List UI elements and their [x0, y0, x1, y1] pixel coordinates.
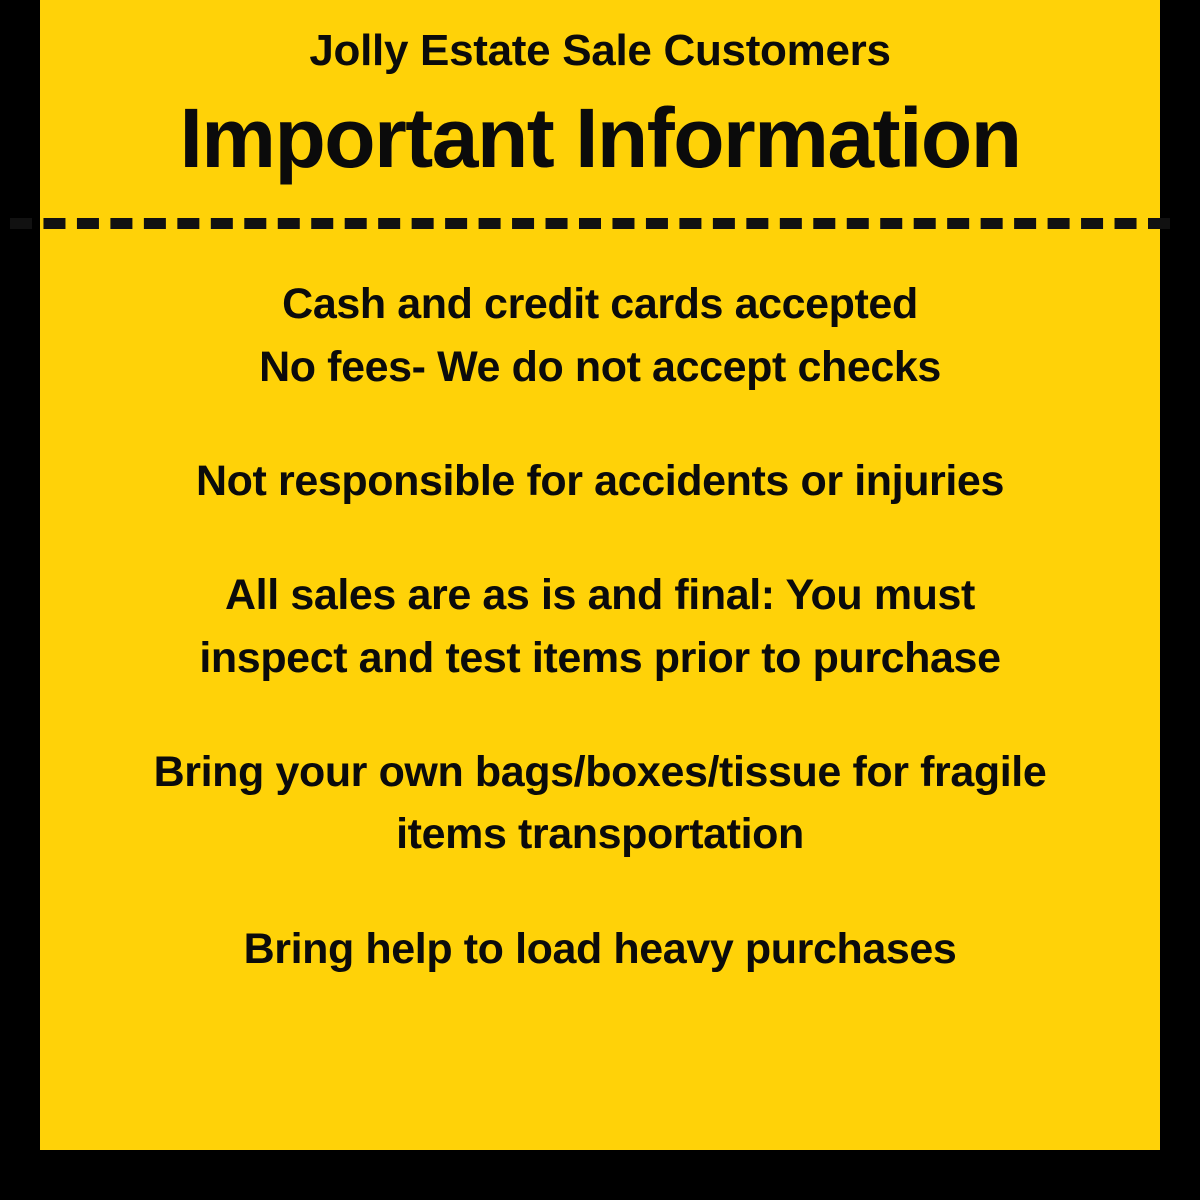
poster-body [70, 273, 1130, 980]
poster-card [40, 0, 1160, 1150]
notice-heavy-items [244, 918, 957, 980]
notice-liability [196, 450, 1004, 512]
poster-eyebrow: Jolly Estate Sale Customers [309, 26, 891, 75]
notice-line: Cash and credit cards accepted [282, 280, 918, 329]
notice-line: All sales are as is and final: You must [225, 571, 975, 620]
notice-payment [259, 273, 941, 398]
notice-as-is [199, 564, 1000, 689]
notice-line: No fees- We do not accept checks [259, 342, 941, 391]
notice-line: Not responsible for accidents or injuries [196, 456, 1004, 505]
dashed-divider [10, 218, 1170, 229]
notice-packaging [154, 741, 1047, 866]
page-title: Important Information [179, 91, 1021, 186]
notice-line: Bring help to load heavy purchases [243, 924, 957, 973]
notice-line: Bring your own bags/boxes/tissue for fragile [153, 747, 1047, 796]
notice-line: items transportation [396, 810, 804, 859]
notice-line: inspect and test items prior to purchase [199, 633, 1001, 682]
